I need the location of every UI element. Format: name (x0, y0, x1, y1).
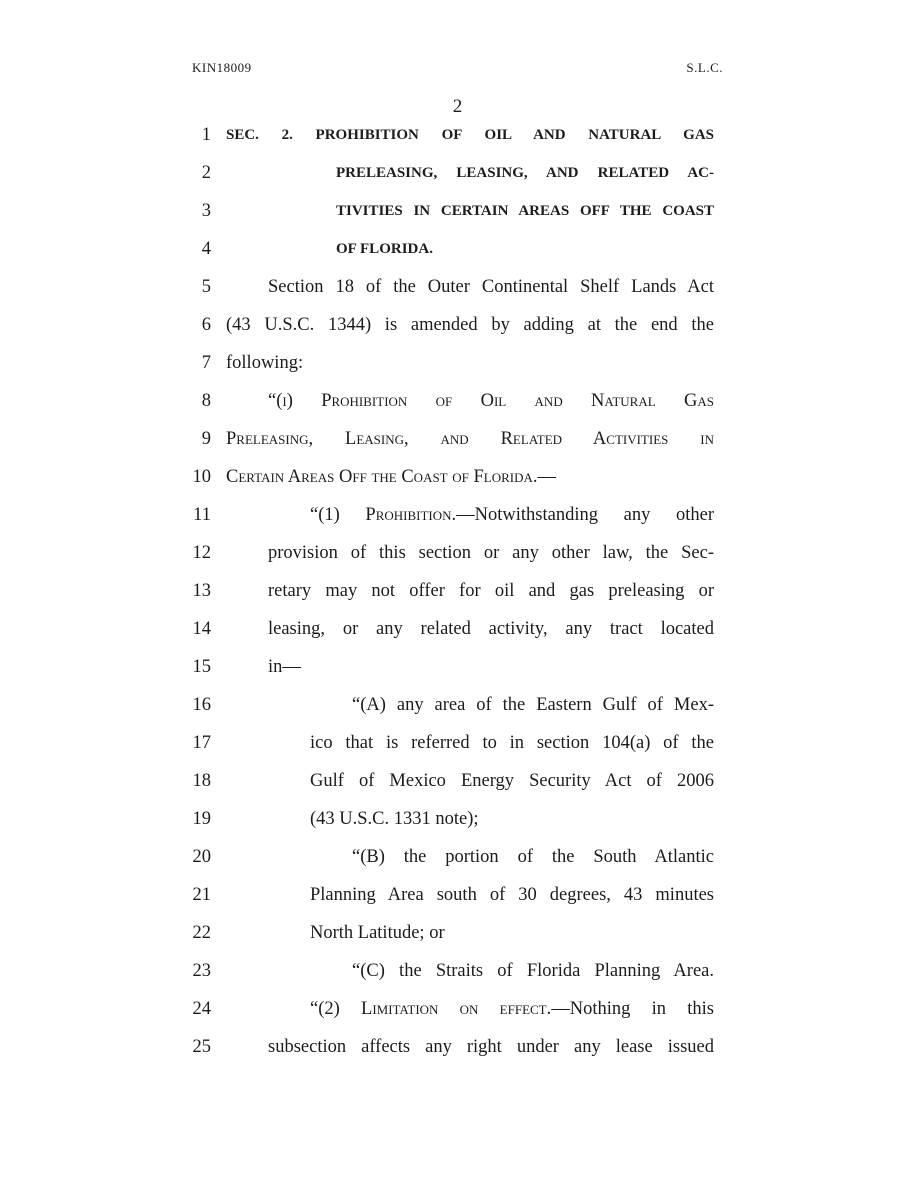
line-number: 20 (192, 847, 211, 867)
text-line (0, 843, 915, 871)
body-text: (43 U.S.C. 1331 note); (310, 809, 479, 829)
body-text: Section 18 of the Outer Continental Shelf Lands Act (268, 277, 714, 297)
section-heading: TIVITIES IN CERTAIN AREAS OFF THE COAST (336, 203, 714, 219)
line-number: 23 (192, 961, 211, 981)
text-line (0, 805, 915, 833)
paragraph-title: Limitation on effect (361, 999, 547, 1019)
text-line (0, 1033, 915, 1061)
body-text: following: (226, 353, 304, 373)
text-line (0, 235, 915, 263)
text-line (0, 691, 915, 719)
body-text: subsection affects any right under any lease issued (268, 1037, 714, 1057)
text-line (0, 577, 915, 605)
text-line (0, 349, 915, 377)
line-number: 8 (201, 391, 211, 411)
paragraph-marker: “(2) (310, 999, 362, 1019)
text-line (0, 957, 915, 985)
subsection-heading: Preleasing, Leasing, and Related Activities in (226, 429, 714, 449)
body-text: “(C) the Straits of Florida Planning Area. (352, 961, 714, 981)
text-line (0, 653, 915, 681)
paragraph-heading (310, 501, 714, 529)
page-number: 2 (452, 96, 463, 117)
subsection-heading: “(i) Prohibition of Oil and Natural Gas (268, 391, 714, 411)
text-line (0, 767, 915, 795)
line-number: 16 (192, 695, 211, 715)
text-line (0, 995, 915, 1023)
section-heading: PRELEASING, LEASING, AND RELATED AC- (336, 165, 714, 181)
line-number: 19 (192, 809, 211, 829)
line-number: 6 (201, 315, 211, 335)
body-text: .—Nothing in this (546, 999, 714, 1019)
line-number: 22 (192, 923, 211, 943)
line-number: 21 (192, 885, 211, 905)
line-number: 1 (201, 125, 211, 145)
body-text: in— (268, 657, 301, 677)
text-line (0, 881, 915, 909)
line-number: 11 (193, 505, 211, 525)
body-text: “(B) the portion of the South Atlantic (352, 847, 714, 867)
body-text: leasing, or any related activity, any tract located (268, 619, 714, 639)
text-line (0, 501, 915, 529)
section-heading: OF FLORIDA. (336, 241, 433, 257)
body-text: “(A) any area of the Eastern Gulf of Mex- (352, 695, 714, 715)
text-line (0, 121, 915, 149)
body-text: ico that is referred to in section 104(a) of the (310, 733, 714, 753)
line-number: 24 (192, 999, 211, 1019)
line-number: 25 (192, 1037, 211, 1057)
body-text: (43 U.S.C. 1344) is amended by adding at the end the (226, 315, 714, 335)
paragraph-heading (310, 995, 714, 1023)
document-id: KIN18009 (192, 60, 252, 75)
line-number: 13 (192, 581, 211, 601)
body-text: retary may not offer for oil and gas preleasing or (268, 581, 714, 601)
body-text: North Latitude; or (310, 923, 445, 943)
text-line (0, 425, 915, 453)
text-line (0, 463, 915, 491)
text-line (0, 159, 915, 187)
text-line (0, 615, 915, 643)
text-line (0, 197, 915, 225)
line-number: 17 (192, 733, 211, 753)
line-number: 3 (201, 201, 211, 221)
line-number: 14 (192, 619, 211, 639)
line-number: 9 (201, 429, 211, 449)
text-line (0, 311, 915, 339)
subsection-heading: Certain Areas Off the Coast of Florida.— (226, 467, 557, 487)
paragraph-marker: “(1) (310, 505, 366, 525)
body-text: Gulf of Mexico Energy Security Act of 2006 (310, 771, 714, 791)
text-line (0, 387, 915, 415)
body-text: provision of this section or any other law, the Sec- (268, 543, 714, 563)
paragraph-title: Prohibition (365, 505, 452, 525)
document-code: S.L.C. (686, 60, 723, 75)
text-line (0, 729, 915, 757)
body-text: .—Notwithstanding any other (451, 505, 714, 525)
text-line (0, 919, 915, 947)
section-heading: SEC. 2. PROHIBITION OF OIL AND NATURAL GAS (226, 127, 714, 143)
line-number: 12 (192, 543, 211, 563)
line-number: 5 (201, 277, 211, 297)
line-number: 18 (192, 771, 211, 791)
text-line (0, 539, 915, 567)
body-text: Planning Area south of 30 degrees, 43 minutes (310, 885, 714, 905)
line-number: 7 (201, 353, 211, 373)
line-number: 2 (201, 163, 211, 183)
line-number: 4 (201, 239, 211, 259)
line-number: 10 (192, 467, 211, 487)
line-number: 15 (192, 657, 211, 677)
text-line (0, 273, 915, 301)
